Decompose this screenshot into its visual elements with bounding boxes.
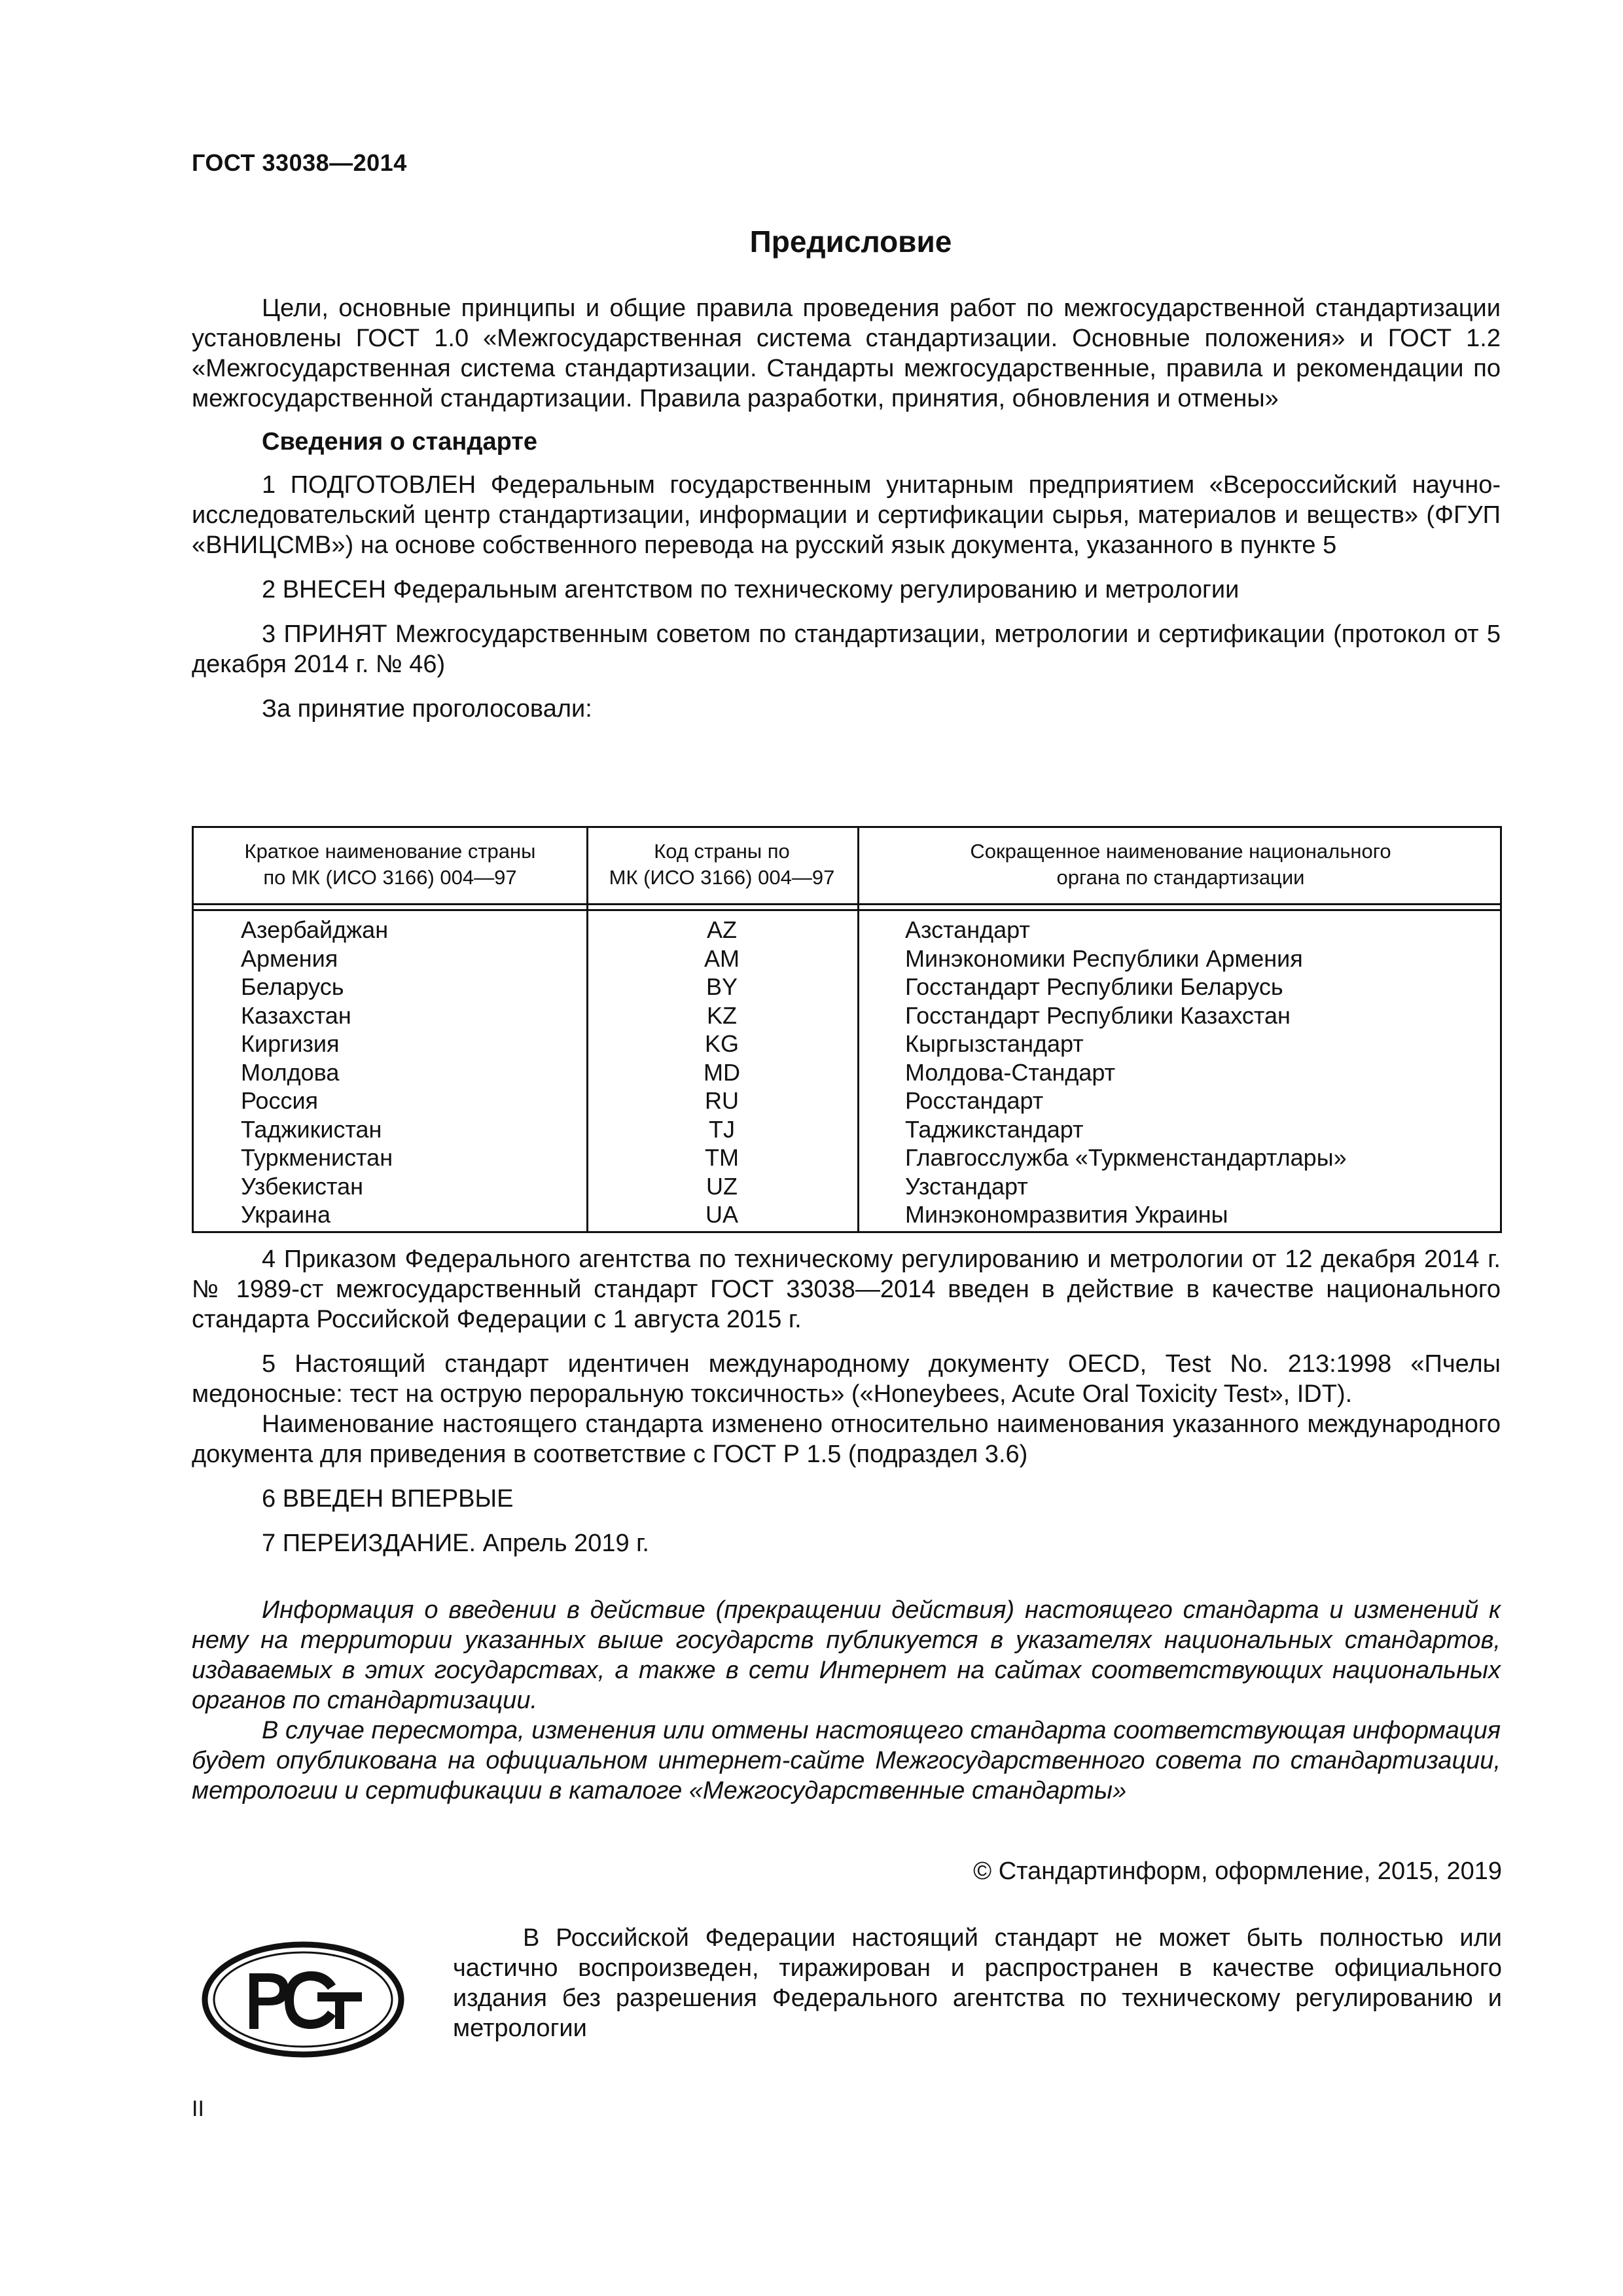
header-country-line1: Краткое наименование страны — [244, 840, 536, 863]
item-3: 3 ПРИНЯТ Межгосударственным советом по стандартизации, метрологии и сертификации (протокол от 5 декабря 2014 г. № 46) — [192, 620, 1501, 678]
standards-body: Госстандарт Республики Беларусь — [905, 973, 1283, 1000]
table-row — [194, 916, 1500, 944]
rst-logo-icon — [198, 1937, 408, 2062]
standards-body: Главгосслужба «Туркменстандартлары» — [905, 1144, 1347, 1171]
country-code: UZ — [706, 1172, 738, 1200]
publication-notice — [192, 1595, 1501, 1806]
item-4: 4 Приказом Федерального агентства по техническому регулированию и метрологии от 12 декабря 2014 г. № 1989-ст межгосударственный стандарт ГОСТ 33038—2014 введен в действие в качестве национального стандарта Российской Федерации с 1 августа 2015 г. — [192, 1246, 1501, 1333]
country-code: TM — [705, 1144, 739, 1171]
page-title: Предисловие — [749, 224, 952, 259]
table-header — [194, 828, 1500, 905]
item-7: 7 ПЕРЕИЗДАНИЕ. Апрель 2019 г. — [262, 1530, 649, 1557]
item-1: 1 ПОДГОТОВЛЕН Федеральным государственным унитарным предприятием «Всероссийский научно-исследовательский центр стандартизации, информации и сертификации сырья, материалов и веществ» (ФГУП «ВНИЦСМВ») на основе собственного перевода на русский язык документа, указанного в пункте 5 — [192, 471, 1501, 559]
preface-text — [192, 293, 1501, 724]
standards-body: Кыргызстандарт — [905, 1030, 1084, 1057]
country-code: KG — [704, 1030, 739, 1057]
standards-body: Таджикстандарт — [905, 1115, 1084, 1143]
header-body — [857, 838, 1504, 891]
header-code-line2: МК (ИСО 3166) 004—97 — [609, 866, 835, 889]
document-code: ГОСТ 33038—2014 — [192, 149, 407, 176]
table-row — [194, 1001, 1500, 1030]
country-name: Молдова — [241, 1058, 340, 1086]
table-row — [194, 1058, 1500, 1087]
header-country — [194, 838, 586, 891]
country-code: MD — [704, 1058, 740, 1086]
item-5: 5 Настоящий стандарт идентичен международному документу OECD, Test No. 213:1998 «Пчелы медоносные: тест на острую пероральную токсичность» («Honeybees, Acute Oral Toxicity Test», IDT). — [192, 1350, 1501, 1408]
country-name: Азербайджан — [241, 916, 389, 943]
country-name: Беларусь — [241, 973, 344, 1000]
table-row — [194, 1115, 1500, 1144]
table-row — [194, 1086, 1500, 1115]
item-2: 2 ВНЕСЕН Федеральным агентством по техническому регулированию и метрологии — [262, 576, 1240, 603]
table-row — [194, 1172, 1500, 1201]
country-code: RU — [705, 1087, 739, 1114]
page-number: II — [192, 2096, 204, 2121]
standards-body: Госстандарт Республики Казахстан — [905, 1001, 1291, 1029]
standards-body: Минэкономики Республики Армения — [905, 944, 1303, 972]
notice-paragraph-2: В случае пересмотра, изменения или отмены настоящего стандарта соответствующая информация будет опубликована на официальном интернет-сайте Межгосударственного совета по стандартизации, метрологии и сертификации в каталоге «Межгосударственные стандарты» — [192, 1717, 1501, 1804]
copyright-line: © Стандартинформ, оформление, 2015, 2019 — [973, 1857, 1502, 1885]
table-body — [194, 916, 1500, 1229]
country-code: AZ — [706, 916, 737, 943]
table-row — [194, 973, 1500, 1001]
country-code: TJ — [709, 1115, 735, 1143]
header-body-line2: органа по стандартизации — [1056, 866, 1305, 889]
standards-body: Азстандарт — [905, 916, 1030, 943]
country-name: Казахстан — [241, 1001, 351, 1029]
header-code-line1: Код страны по — [654, 840, 790, 863]
country-name: Россия — [241, 1087, 319, 1114]
standards-body: Минэкономразвития Украины — [905, 1201, 1228, 1228]
standard-items — [192, 1244, 1501, 1558]
notice-paragraph-1: Информация о введении в действие (прекращении действия) настоящего стандарта и изменений к нему на территории указанных выше государств публикуется в указателях национальных стандартов, издаваемых в этих государствах, а также в сети Интернет на сайтах соответствующих национальных органов по стандартизации. — [192, 1596, 1501, 1714]
standards-body: Узстандарт — [905, 1172, 1028, 1200]
table-row — [194, 1200, 1500, 1229]
info-heading: Сведения о стандарте — [262, 428, 538, 456]
country-name: Украина — [241, 1201, 331, 1228]
header-country-line2: по МК (ИСО 3166) 004—97 — [263, 866, 517, 889]
country-name: Таджикистан — [241, 1115, 382, 1143]
rights-paragraph: В Российской Федерации настоящий стандарт не может быть полностью или частично воспроизведен, тиражирован и распространен в качестве официального издания без разрешения Федерального агентства по техническому регулированию и метрологии — [453, 1924, 1502, 2042]
standards-body: Росстандарт — [905, 1087, 1044, 1114]
country-code: BY — [705, 973, 738, 1000]
table-row — [194, 944, 1500, 973]
table-row — [194, 1030, 1500, 1058]
header-code — [586, 838, 857, 891]
countries-table — [192, 826, 1502, 1233]
country-code: KZ — [706, 1001, 737, 1029]
intro-paragraph: Цели, основные принципы и общие правила проведения работ по межгосударственной стандартизации установлены ГОСТ 1.0 «Межгосударственная система стандартизации. Основные положения» и ГОСТ 1.2 «Межгосударственная система стандартизации. Стандарты межгосударственные, правила и рекомендации по межгосударственной стандартизации. Правила разработки, принятия, обновления и отмены» — [192, 295, 1501, 412]
country-name: Узбекистан — [241, 1172, 364, 1200]
voted-label: За принятие проголосовали: — [262, 695, 592, 723]
item-6: 6 ВВЕДЕН ВПЕРВЫЕ — [262, 1485, 514, 1513]
country-name: Туркменистан — [241, 1144, 393, 1171]
header-body-line1: Сокращенное наименование национального — [970, 840, 1391, 863]
country-name: Киргизия — [241, 1030, 340, 1057]
country-name: Армения — [241, 944, 338, 972]
standards-body: Молдова-Стандарт — [905, 1058, 1116, 1086]
table-row — [194, 1143, 1500, 1172]
country-code: AM — [704, 944, 740, 972]
rights-notice — [453, 1923, 1502, 2043]
item-5-note: Наименование настоящего стандарта изменено относительно наименования указанного международного документа для приведения в соответствие с ГОСТ Р 1.5 (подраздел 3.6) — [192, 1410, 1501, 1468]
country-code: UA — [705, 1201, 738, 1228]
